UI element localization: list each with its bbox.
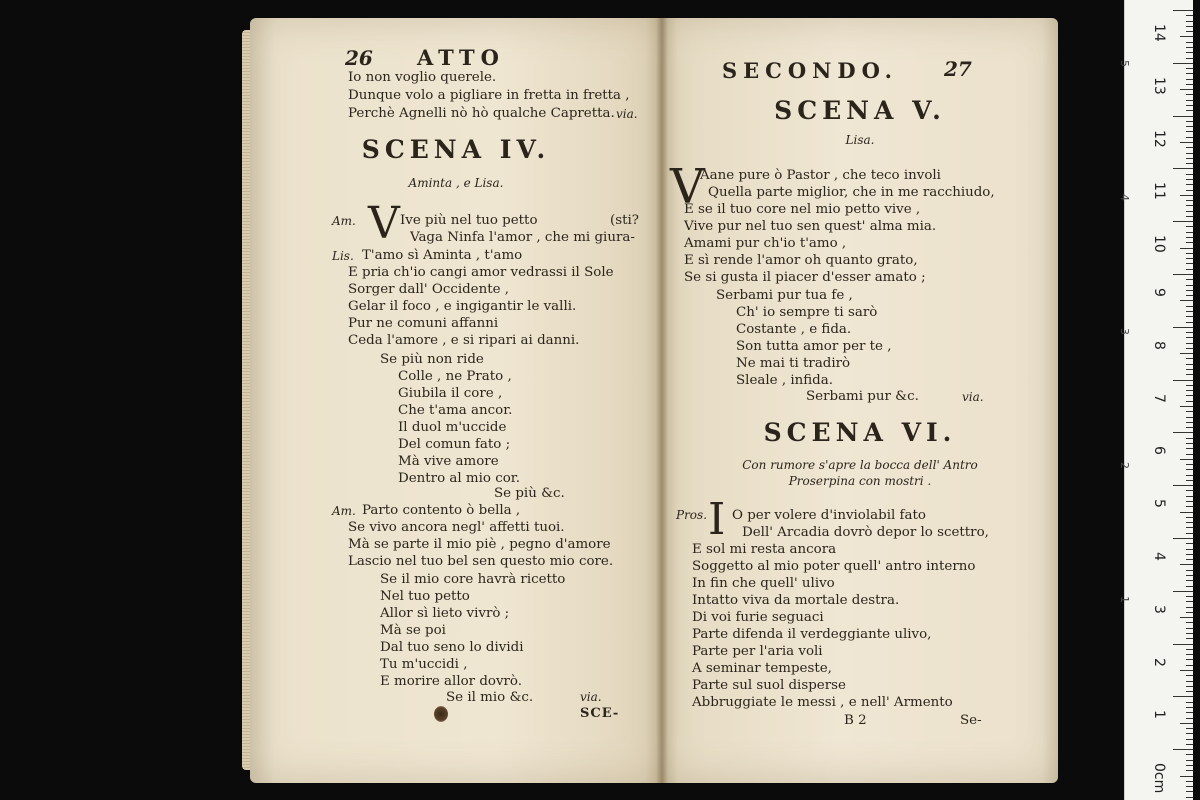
text-line: Parte per l'aria voli	[692, 644, 823, 659]
ink-stain	[434, 706, 448, 722]
ruler-tick	[1186, 791, 1193, 792]
scene-cast: Lisa.	[845, 133, 875, 147]
ruler-tick	[1186, 316, 1193, 317]
ruler-inch-number: 2	[1118, 462, 1131, 469]
ruler-tick	[1186, 147, 1193, 148]
ruler-tick	[1173, 327, 1193, 328]
text-line: Se vivo ancora negl' affetti tuoi.	[348, 520, 565, 535]
signature-mark: B 2	[844, 713, 867, 728]
ruler-tick	[1186, 659, 1193, 660]
ruler-tick	[1186, 522, 1193, 523]
ruler-tick	[1186, 454, 1193, 455]
ruler-number: 14	[1151, 24, 1167, 42]
aria-line: Nel tuo petto	[380, 589, 470, 604]
ruler-tick	[1173, 591, 1193, 592]
aria-line: Del comun fato ;	[398, 437, 511, 452]
ruler-tick	[1186, 506, 1193, 507]
ruler-tick	[1186, 543, 1193, 544]
ruler-tick	[1186, 258, 1193, 259]
ruler-tick	[1180, 248, 1193, 249]
ruler-tick	[1173, 749, 1193, 750]
ruler-tick	[1173, 380, 1193, 381]
ruler-tick	[1186, 242, 1193, 243]
running-head-right: SECONDO.	[722, 58, 898, 83]
ruler-number: 8	[1151, 340, 1167, 350]
ruler-tick	[1186, 121, 1193, 122]
text-line: Vaga Ninfa l'amor , che mi giura-	[410, 230, 635, 245]
scene-title: SCENA VI.	[763, 418, 957, 447]
ruler-tick	[1180, 776, 1193, 777]
ruler-tick	[1186, 612, 1193, 613]
aria-line: Serbami pur tua fe ,	[716, 288, 853, 303]
ruler-tick	[1186, 469, 1193, 470]
ruler-tick	[1173, 168, 1193, 169]
ruler-tick	[1186, 58, 1193, 59]
ruler-tick	[1186, 649, 1193, 650]
ruler-tick	[1186, 765, 1193, 766]
text-line: Io non voglio querele.	[348, 70, 497, 85]
ruler-tick	[1186, 448, 1193, 449]
ruler-tick	[1186, 733, 1193, 734]
ruler-tick	[1186, 475, 1193, 476]
ruler-tick	[1186, 401, 1193, 402]
aria-line: Che t'ama ancor.	[398, 403, 513, 418]
text-line: E sol mi resta ancora	[692, 542, 837, 557]
ruler-tick	[1186, 42, 1193, 43]
ruler-tick	[1186, 126, 1193, 127]
ruler-number: 5	[1151, 499, 1167, 509]
ruler-tick	[1186, 665, 1193, 666]
stage-direction: Proserpina con mostri .	[788, 474, 932, 488]
ruler-tick	[1186, 422, 1193, 423]
ruler-tick	[1186, 517, 1193, 518]
ruler-tick	[1186, 311, 1193, 312]
ruler-tick	[1186, 686, 1193, 687]
aria-line: Sleale , infida.	[736, 373, 833, 388]
ruler-tick	[1186, 337, 1193, 338]
ruler-number: 10	[1151, 235, 1167, 254]
ruler-tick	[1186, 601, 1193, 602]
text-line: O per volere d'inviolabil fato	[732, 508, 926, 523]
ruler-tick	[1186, 739, 1193, 740]
ruler-tick	[1180, 459, 1193, 460]
ruler-tick	[1186, 786, 1193, 787]
ruler-tick	[1186, 100, 1193, 101]
ruler-tick	[1186, 163, 1193, 164]
stage-exit: via.	[616, 107, 638, 121]
text-line: (sti?	[610, 213, 639, 228]
aria-refrain: Se più &c.	[494, 486, 565, 501]
ruler-tick	[1186, 417, 1193, 418]
ruler-tick	[1186, 480, 1193, 481]
ruler-tick	[1186, 385, 1193, 386]
stage-direction: Con rumore s'apre la bocca dell' Antro	[742, 458, 978, 472]
ruler-tick	[1186, 322, 1193, 323]
ruler-tick	[1173, 221, 1193, 222]
text-line: Dell' Arcadia dovrò depor lo scettro,	[742, 525, 989, 540]
text-line: Dunque volo a pigliare in fretta in fretta ,	[348, 88, 630, 103]
ruler-tick	[1186, 622, 1193, 623]
drop-cap: V	[368, 198, 400, 249]
ruler-tick	[1186, 633, 1193, 634]
text-line: Di voi furie seguaci	[692, 610, 824, 625]
aria-line: Mà vive amore	[398, 454, 499, 469]
ruler-tick	[1186, 390, 1193, 391]
ruler-tick	[1173, 485, 1193, 486]
aria-refrain: Serbami pur &c.	[806, 389, 919, 404]
aria-line: Costante , e fida.	[736, 322, 852, 337]
ruler-tick	[1180, 300, 1193, 301]
page-number-right: 27	[944, 57, 972, 81]
ruler-tick	[1186, 580, 1193, 581]
scene-title: SCENA IV.	[361, 135, 551, 164]
ruler-tick	[1180, 353, 1193, 354]
text-line: Gelar il foco , e ingigantir le valli.	[348, 299, 577, 314]
ruler-tick	[1186, 728, 1193, 729]
ruler-tick	[1180, 723, 1193, 724]
ruler-tick	[1186, 332, 1193, 333]
ruler-tick	[1186, 253, 1193, 254]
ruler-tick	[1186, 369, 1193, 370]
ruler-tick	[1173, 538, 1193, 539]
scene-cast: Aminta , e Lisa.	[408, 176, 504, 190]
ruler-tick	[1186, 290, 1193, 291]
aria-line: E morire allor dovrò.	[380, 674, 523, 689]
ruler-tick	[1186, 216, 1193, 217]
ruler-tick	[1173, 644, 1193, 645]
ruler-tick	[1186, 174, 1193, 175]
text-line: Sorger dall' Occidente ,	[348, 282, 510, 297]
text-line: Lascio nel tuo bel sen questo mio core.	[348, 554, 614, 569]
ruler-number: 4	[1151, 552, 1167, 561]
aria-line: Se il mio core havrà ricetto	[380, 572, 566, 587]
ruler-tick	[1186, 131, 1193, 132]
ruler-tick	[1186, 205, 1193, 206]
ruler-tick	[1186, 712, 1193, 713]
measurement-ruler	[1118, 0, 1193, 800]
ruler-tick	[1186, 490, 1193, 491]
aria-line: Dal tuo seno lo dividi	[380, 640, 524, 655]
ruler-tick	[1186, 781, 1193, 782]
ruler-tick	[1186, 681, 1193, 682]
ruler-tick	[1186, 744, 1193, 745]
text-line: Perchè Agnelli nò hò qualche Capretta.	[348, 106, 615, 121]
ruler-tick	[1186, 21, 1193, 22]
ruler-number: 12	[1151, 129, 1167, 148]
ruler-tick	[1186, 343, 1193, 344]
ruler-number: 3	[1151, 604, 1167, 614]
ruler-tick	[1186, 707, 1193, 708]
ruler-tick	[1186, 427, 1193, 428]
aria-line: Son tutta amor per te ,	[736, 339, 892, 354]
ruler-tick	[1186, 190, 1193, 191]
aria-line: Mà se poi	[380, 623, 446, 638]
ruler-number: 9	[1151, 288, 1167, 297]
ruler-tick	[1186, 554, 1193, 555]
ruler-tick	[1186, 596, 1193, 597]
ruler-tick	[1173, 432, 1193, 433]
aria-refrain: Se il mio &c.	[446, 690, 534, 705]
ruler-inch-number: 3	[1118, 328, 1131, 335]
text-line: T'amo sì Aminta , t'amo	[362, 248, 523, 263]
ruler-tick	[1186, 15, 1193, 16]
ruler-tick	[1173, 274, 1193, 275]
drop-cap: V	[670, 159, 705, 215]
ruler-tick	[1180, 89, 1193, 90]
ruler-tick	[1186, 691, 1193, 692]
ruler-tick	[1186, 184, 1193, 185]
ruler-tick	[1186, 754, 1193, 755]
ruler-number: 1	[1151, 710, 1167, 720]
ruler-number: 7	[1151, 393, 1167, 403]
text-line: Abbruggiate le messi , e nell' Armento	[692, 695, 953, 710]
ruler-tick	[1186, 226, 1193, 227]
ruler-tick	[1186, 570, 1193, 571]
text-line: Mà se parte il mio piè , pegno d'amore	[348, 537, 611, 552]
aria-line: Giubila il core ,	[398, 386, 503, 401]
text-line: Se si gusta il piacer d'esser amato ;	[684, 270, 926, 285]
ruler-tick	[1186, 638, 1193, 639]
ruler-tick	[1186, 443, 1193, 444]
ruler-inch-number: 5	[1118, 60, 1131, 67]
aria-line: Dentro al mio cor.	[398, 471, 520, 486]
ruler-tick	[1186, 79, 1193, 80]
right-page	[662, 18, 1058, 783]
ruler-tick	[1180, 670, 1193, 671]
ruler-tick	[1180, 617, 1193, 618]
text-line: Aane pure ò Pastor , che teco involi	[700, 168, 941, 183]
catchword: SCE-	[580, 706, 620, 721]
ruler-tick	[1186, 137, 1193, 138]
scene-title: SCENA V.	[774, 96, 946, 125]
speaker-label: Am.	[332, 214, 356, 228]
text-line: Soggetto al mio poter quell' antro interno	[692, 559, 976, 574]
ruler-tick	[1186, 438, 1193, 439]
ruler-tick	[1186, 263, 1193, 264]
ruler-tick	[1186, 364, 1193, 365]
ruler-tick	[1173, 696, 1193, 697]
book-gutter	[656, 18, 668, 783]
text-line: Parte difenda il verdeggiante ulivo,	[692, 627, 932, 642]
text-line: Ive più nel tuo petto	[400, 213, 538, 228]
ruler-tick	[1186, 285, 1193, 286]
text-line: Pur ne comuni affanni	[348, 316, 499, 331]
ruler-tick	[1186, 232, 1193, 233]
stage-exit: via.	[962, 390, 984, 404]
ruler-tick	[1186, 179, 1193, 180]
ruler-tick	[1180, 512, 1193, 513]
ruler-tick	[1186, 105, 1193, 106]
text-line: E se il tuo core nel mio petto vive ,	[684, 202, 921, 217]
ruler-tick	[1186, 26, 1193, 27]
ruler-tick	[1186, 533, 1193, 534]
ruler-tick	[1186, 760, 1193, 761]
open-book	[250, 18, 1058, 783]
page-number-left: 26	[345, 46, 373, 70]
text-line: Intatto viva da mortale destra.	[692, 593, 900, 608]
text-line: A seminar tempeste,	[692, 661, 832, 676]
stage-exit: via.	[580, 690, 602, 704]
ruler-tick	[1186, 306, 1193, 307]
aria-line: Se più non ride	[380, 352, 484, 367]
ruler-tick	[1186, 797, 1193, 798]
text-line: E sì rende l'amor oh quanto grato,	[684, 253, 918, 268]
ruler-tick	[1186, 84, 1193, 85]
ruler-number: 2	[1151, 657, 1167, 667]
left-page	[250, 18, 662, 783]
ruler-tick	[1186, 110, 1193, 111]
ruler-tick	[1180, 36, 1193, 37]
ruler-tick	[1186, 628, 1193, 629]
ruler-tick	[1186, 52, 1193, 53]
speaker-label: Am.	[332, 504, 356, 518]
ruler-tick	[1186, 395, 1193, 396]
ruler-inch-number: 4	[1118, 194, 1131, 201]
speaker-label: Lis.	[332, 249, 354, 263]
ruler-tick	[1186, 496, 1193, 497]
ruler-tick	[1186, 211, 1193, 212]
ruler-tick	[1186, 153, 1193, 154]
aria-line: Il duol m'uccide	[398, 420, 507, 435]
aria-line: Allor sì lieto vivrò ;	[380, 606, 510, 621]
aria-line: Tu m'uccidi ,	[380, 657, 468, 672]
ruler-number: 0cm	[1151, 763, 1167, 794]
ruler-tick	[1186, 501, 1193, 502]
ruler-tick	[1186, 464, 1193, 465]
ruler-tick	[1186, 73, 1193, 74]
ruler-tick	[1186, 718, 1193, 719]
ruler-tick	[1173, 116, 1193, 117]
drop-cap: I	[708, 494, 726, 545]
ruler-tick	[1186, 47, 1193, 48]
ruler-number: 6	[1151, 446, 1167, 456]
ruler-tick	[1180, 195, 1193, 196]
ruler-number: 11	[1151, 182, 1167, 201]
speaker-label: Pros.	[676, 508, 708, 522]
ruler-tick	[1186, 237, 1193, 238]
ruler-tick	[1186, 607, 1193, 608]
text-line: Vive pur nel tuo sen quest' alma mia.	[684, 219, 937, 234]
ruler-tick	[1186, 770, 1193, 771]
aria-line: Colle , ne Prato ,	[398, 369, 512, 384]
ruler-tick	[1186, 279, 1193, 280]
running-head-left: ATTO	[417, 45, 505, 70]
ruler-tick	[1173, 10, 1193, 11]
ruler-tick	[1186, 527, 1193, 528]
ruler-tick	[1186, 158, 1193, 159]
ruler-tick	[1186, 675, 1193, 676]
ruler-tick	[1180, 142, 1193, 143]
text-line: E pria ch'io cangi amor vedrassi il Sole	[348, 265, 614, 280]
ruler-tick	[1186, 654, 1193, 655]
ruler-tick	[1186, 374, 1193, 375]
ruler-tick	[1186, 358, 1193, 359]
text-line: Quella parte miglior, che in me racchiudo,	[708, 185, 995, 200]
ruler-tick	[1186, 295, 1193, 296]
ruler-tick	[1186, 411, 1193, 412]
ruler-tick	[1186, 68, 1193, 69]
ruler-number: 13	[1151, 76, 1167, 95]
ruler-tick	[1186, 559, 1193, 560]
ruler-tick	[1186, 94, 1193, 95]
aria-line: Ne mai ti tradirò	[736, 356, 851, 371]
ruler-tick	[1186, 31, 1193, 32]
ruler-tick	[1186, 200, 1193, 201]
ruler-tick	[1186, 348, 1193, 349]
ruler-tick	[1180, 406, 1193, 407]
ruler-tick	[1186, 586, 1193, 587]
text-line: Amami pur ch'io t'amo ,	[684, 236, 847, 251]
ruler-tick	[1186, 575, 1193, 576]
text-line: Parto contento ò bella ,	[362, 503, 521, 518]
ruler-tick	[1180, 564, 1193, 565]
text-line: Parte sul suol disperse	[692, 678, 846, 693]
catchword: Se-	[960, 713, 982, 728]
ruler-tick	[1186, 549, 1193, 550]
ruler-tick	[1186, 702, 1193, 703]
ruler-tick	[1186, 269, 1193, 270]
text-line: In fin che quell' ulivo	[692, 576, 835, 591]
ruler-tick	[1173, 63, 1193, 64]
ruler-inch-number: 1	[1118, 596, 1131, 603]
text-line: Ceda l'amore , e si ripari ai danni.	[348, 333, 580, 348]
aria-line: Ch' io sempre ti sarò	[736, 305, 878, 320]
